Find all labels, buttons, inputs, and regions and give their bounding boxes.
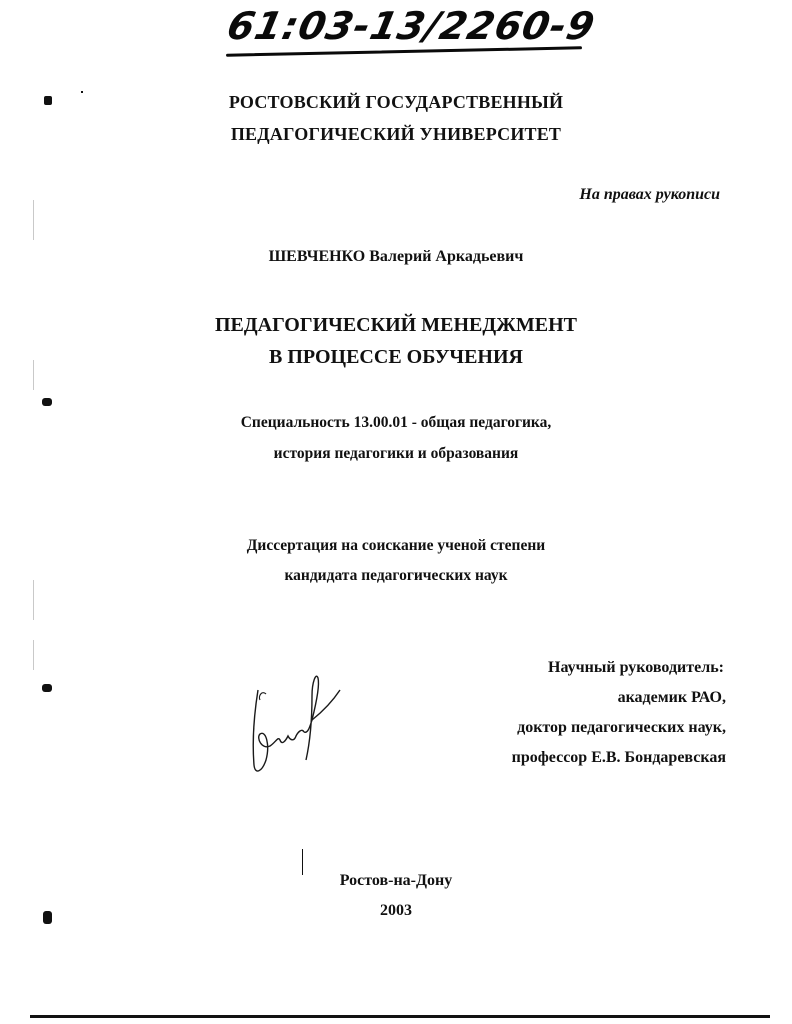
advisor-line-2: доктор педагогических наук, <box>517 719 726 736</box>
margin-line-3 <box>33 580 34 620</box>
specialty-line-2: история педагогики и образования <box>273 445 519 462</box>
scan-mark-upper <box>42 398 52 406</box>
title-line-1: ПЕДАГОГИЧЕСКИЙ МЕНЕДЖМЕНТ <box>214 314 577 336</box>
dissertation-line-1: Диссертация на соискание ученой степени <box>246 537 546 554</box>
university-line-2: ПЕДАГОГИЧЕСКИЙ УНИВЕРСИТЕТ <box>230 124 562 144</box>
year: 2003 <box>380 902 412 919</box>
dissertation-line-2: кандидата педагогических наук <box>284 567 508 584</box>
title-line-2: В ПРОЦЕССЕ ОБУЧЕНИЯ <box>268 346 523 368</box>
author-name: ШЕВЧЕНКО Валерий Аркадьевич <box>268 248 524 265</box>
margin-line-4 <box>33 640 34 670</box>
advisor-line-3: профессор Е.В. Бондаревская <box>511 749 726 766</box>
specialty-line-1: Специальность 13.00.01 - общая педагогика, <box>240 414 552 431</box>
margin-line-1 <box>33 200 34 240</box>
advisor-heading: Научный руководитель: <box>548 659 724 676</box>
archive-code-handwritten: 61:03-13/2260-9 <box>223 4 600 48</box>
manuscript-rights: На правах рукописи <box>579 186 720 203</box>
signature-drawing <box>240 660 350 785</box>
university-line-1: РОСТОВСКИЙ ГОСУДАРСТВЕННЫЙ <box>228 92 564 112</box>
bottom-scan-edge <box>30 1015 770 1018</box>
scan-mark-middle <box>42 684 52 692</box>
city: Ростов-на-Дону <box>339 872 453 889</box>
advisor-line-1: академик РАО, <box>617 689 726 706</box>
